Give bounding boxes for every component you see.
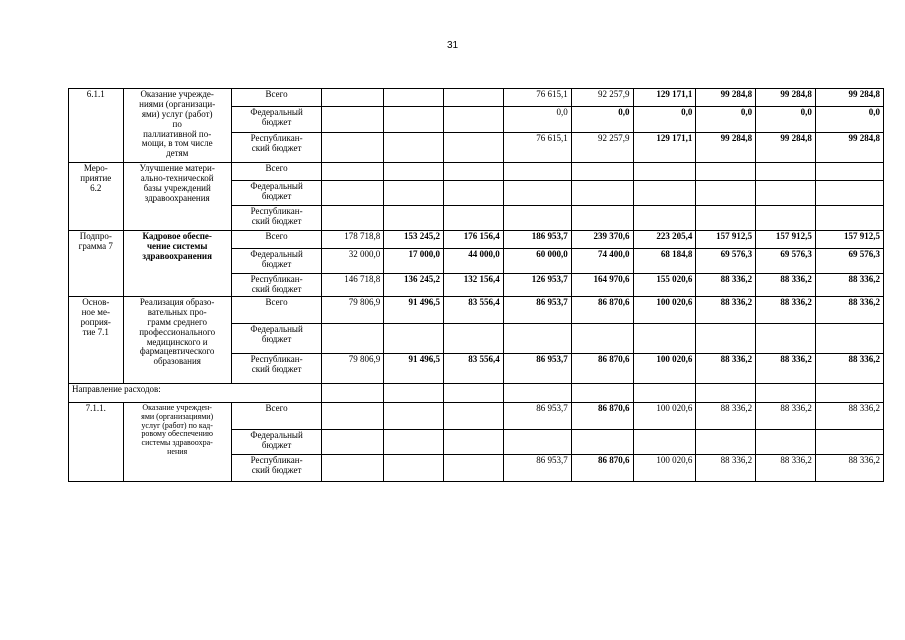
value-cell: 223 205,4 xyxy=(633,231,696,249)
funding-source-line: Всего xyxy=(265,297,288,307)
empty-cell xyxy=(384,384,444,403)
value-cell: 100 020,6 xyxy=(633,403,696,430)
value-cell xyxy=(443,133,503,163)
value-cell: 164 970,6 xyxy=(571,274,633,297)
funding-source-line: Всего xyxy=(265,163,288,173)
value-cell: 0,0 xyxy=(815,107,883,133)
table-row xyxy=(69,89,884,107)
empty-cell xyxy=(633,384,696,403)
funding-source-line: Всего xyxy=(265,231,288,241)
value-cell: 239 370,6 xyxy=(571,231,633,249)
value-cell: 178 718,8 xyxy=(322,231,384,249)
item-name-line: грамм среднего xyxy=(147,316,207,327)
value-cell: 79 806,9 xyxy=(322,297,384,324)
value-cell: 0,0 xyxy=(633,107,696,133)
funding-source-line: бюджет xyxy=(261,333,292,344)
table-row xyxy=(69,163,884,181)
value-cell xyxy=(322,430,384,455)
direction-label: Направление расходов: xyxy=(69,384,322,403)
item-name-line: ниями (организаци- xyxy=(139,98,216,109)
value-cell xyxy=(384,163,444,181)
value-cell xyxy=(503,181,571,206)
funding-source-line: Всего xyxy=(265,403,288,413)
value-cell: 83 556,4 xyxy=(443,354,503,384)
value-cell: 76 615,1 xyxy=(503,133,571,163)
value-cell xyxy=(696,206,756,231)
value-cell: 99 284,8 xyxy=(696,89,756,107)
value-cell xyxy=(322,163,384,181)
value-cell: 92 257,9 xyxy=(571,89,633,107)
item-name-line: Кадровое обеспе- xyxy=(142,231,212,241)
value-cell: 91 496,5 xyxy=(384,354,444,384)
value-cell: 99 284,8 xyxy=(696,133,756,163)
value-cell: 0,0 xyxy=(696,107,756,133)
item-name xyxy=(123,89,231,163)
item-code-line: 6.2 xyxy=(90,182,102,193)
value-cell: 0,0 xyxy=(503,107,571,133)
value-cell: 86 953,7 xyxy=(503,455,571,482)
value-cell xyxy=(322,403,384,430)
funding-source xyxy=(231,231,322,249)
item-code xyxy=(69,297,124,384)
value-cell: 86 953,7 xyxy=(503,403,571,430)
value-cell: 88 336,2 xyxy=(815,455,883,482)
value-cell: 86 870,6 xyxy=(571,297,633,324)
value-cell: 88 336,2 xyxy=(815,403,883,430)
empty-cell xyxy=(815,384,883,403)
value-cell xyxy=(633,181,696,206)
direction-row xyxy=(69,384,884,403)
value-cell: 0,0 xyxy=(571,107,633,133)
value-cell xyxy=(815,324,883,354)
value-cell: 100 020,6 xyxy=(633,297,696,324)
value-cell: 60 000,0 xyxy=(503,249,571,274)
value-cell: 69 576,3 xyxy=(815,249,883,274)
value-cell: 69 576,3 xyxy=(756,249,816,274)
item-code-line: Меро- xyxy=(83,163,108,173)
item-name xyxy=(123,403,231,482)
funding-source xyxy=(231,249,322,274)
value-cell xyxy=(384,430,444,455)
value-cell xyxy=(443,455,503,482)
value-cell: 88 336,2 xyxy=(756,274,816,297)
item-code-line: Подпро- xyxy=(79,231,112,241)
value-cell: 88 336,2 xyxy=(696,274,756,297)
funding-source-line: бюджет xyxy=(261,258,292,269)
value-cell xyxy=(571,430,633,455)
funding-source-line: Федеральный xyxy=(250,181,303,191)
value-cell xyxy=(503,430,571,455)
item-code-line: Основ- xyxy=(82,297,110,307)
funding-source-line: бюджет xyxy=(261,116,292,127)
value-cell: 86 953,7 xyxy=(503,354,571,384)
value-cell xyxy=(384,455,444,482)
value-cell xyxy=(815,163,883,181)
item-name-line: здравоохранения xyxy=(144,192,210,203)
funding-source-line: ский бюджет xyxy=(251,464,302,475)
empty-cell xyxy=(696,384,756,403)
value-cell: 91 496,5 xyxy=(384,297,444,324)
value-cell xyxy=(756,324,816,354)
item-name-line: Реализация образо- xyxy=(139,297,215,307)
value-cell: 0,0 xyxy=(756,107,816,133)
value-cell: 88 336,2 xyxy=(815,297,883,324)
value-cell: 99 284,8 xyxy=(756,133,816,163)
value-cell xyxy=(384,324,444,354)
empty-cell xyxy=(503,384,571,403)
value-cell xyxy=(633,324,696,354)
item-name-line: Улучшение матери- xyxy=(139,163,215,173)
value-cell xyxy=(443,181,503,206)
funding-source xyxy=(231,206,322,231)
item-name-line: системы здравоохра- xyxy=(141,438,213,448)
funding-source xyxy=(231,297,322,324)
value-cell xyxy=(322,181,384,206)
funding-source-line: Республикан- xyxy=(250,133,303,143)
value-cell: 44 000,0 xyxy=(443,249,503,274)
item-name-line: паллиативной по- xyxy=(143,128,212,139)
value-cell xyxy=(384,206,444,231)
funding-source xyxy=(231,354,322,384)
empty-cell xyxy=(571,384,633,403)
item-name-line: вательных про- xyxy=(147,306,207,317)
value-cell xyxy=(384,181,444,206)
value-cell xyxy=(322,206,384,231)
value-cell xyxy=(443,324,503,354)
value-cell xyxy=(756,181,816,206)
item-name-line: мощи, в том числе xyxy=(141,138,213,149)
value-cell: 79 806,9 xyxy=(322,354,384,384)
funding-source xyxy=(231,181,322,206)
funding-source-line: Федеральный xyxy=(250,249,303,259)
item-code-line: роприя- xyxy=(80,316,111,327)
value-cell: 100 020,6 xyxy=(633,354,696,384)
value-cell xyxy=(443,107,503,133)
funding-source xyxy=(231,133,322,163)
item-name xyxy=(123,163,231,231)
value-cell xyxy=(633,163,696,181)
value-cell xyxy=(322,107,384,133)
value-cell xyxy=(503,206,571,231)
funding-source-line: Федеральный xyxy=(250,430,303,440)
value-cell: 126 953,7 xyxy=(503,274,571,297)
empty-cell xyxy=(322,384,384,403)
item-name-line: ями) услуг (работ) xyxy=(141,108,213,119)
value-cell: 83 556,4 xyxy=(443,297,503,324)
item-name-line: нения xyxy=(167,446,188,456)
value-cell: 157 912,5 xyxy=(756,231,816,249)
funding-source-line: ский бюджет xyxy=(251,283,302,294)
value-cell xyxy=(322,455,384,482)
value-cell xyxy=(756,163,816,181)
funding-source xyxy=(231,403,322,430)
item-code xyxy=(69,231,124,297)
value-cell: 88 336,2 xyxy=(696,455,756,482)
item-name-line: медицинского и xyxy=(146,336,208,347)
value-cell: 129 171,1 xyxy=(633,133,696,163)
item-code xyxy=(69,163,124,231)
value-cell xyxy=(815,206,883,231)
value-cell: 86 870,6 xyxy=(571,403,633,430)
item-name-line: профессионального xyxy=(139,326,216,337)
value-cell: 153 245,2 xyxy=(384,231,444,249)
value-cell: 76 615,1 xyxy=(503,89,571,107)
item-code-line: ное ме- xyxy=(81,306,110,317)
value-cell: 32 000,0 xyxy=(322,249,384,274)
value-cell: 68 184,8 xyxy=(633,249,696,274)
item-code-line: тие 7.1 xyxy=(82,326,109,337)
value-cell xyxy=(443,430,503,455)
value-cell xyxy=(696,430,756,455)
value-cell xyxy=(696,181,756,206)
value-cell: 88 336,2 xyxy=(815,274,883,297)
value-cell xyxy=(443,163,503,181)
value-cell: 100 020,6 xyxy=(633,455,696,482)
value-cell: 88 336,2 xyxy=(756,354,816,384)
funding-source-line: ский бюджет xyxy=(251,363,302,374)
item-name-line: образования xyxy=(153,356,201,367)
value-cell xyxy=(696,163,756,181)
value-cell: 69 576,3 xyxy=(696,249,756,274)
value-cell xyxy=(633,430,696,455)
value-cell xyxy=(633,206,696,231)
funding-source xyxy=(231,89,322,107)
value-cell xyxy=(756,206,816,231)
value-cell xyxy=(571,324,633,354)
value-cell: 88 336,2 xyxy=(696,403,756,430)
value-cell xyxy=(443,89,503,107)
item-name-line: Оказание учрежде- xyxy=(140,89,214,99)
value-cell: 157 912,5 xyxy=(696,231,756,249)
item-code: 7.1.1. xyxy=(69,403,124,482)
funding-source xyxy=(231,324,322,354)
empty-cell xyxy=(443,384,503,403)
value-cell xyxy=(384,403,444,430)
item-name-line: услуг (работ) по кад- xyxy=(141,420,213,430)
value-cell: 129 171,1 xyxy=(633,89,696,107)
item-name-line: базы учреждений xyxy=(143,182,211,193)
value-cell xyxy=(384,89,444,107)
value-cell: 99 284,8 xyxy=(815,89,883,107)
value-cell xyxy=(696,324,756,354)
value-cell: 92 257,9 xyxy=(571,133,633,163)
value-cell: 17 000,0 xyxy=(384,249,444,274)
funding-source-line: ский бюджет xyxy=(251,215,302,226)
value-cell: 186 953,7 xyxy=(503,231,571,249)
value-cell: 99 284,8 xyxy=(815,133,883,163)
funding-source-line: Республикан- xyxy=(250,274,303,284)
item-name-line: детям xyxy=(166,148,189,159)
value-cell: 88 336,2 xyxy=(696,297,756,324)
item-code-line: грамма 7 xyxy=(78,240,113,251)
item-name-line: фармацевтического xyxy=(139,346,215,357)
item-name-line: по xyxy=(172,118,182,129)
funding-source xyxy=(231,455,322,482)
value-cell: 86 870,6 xyxy=(571,455,633,482)
value-cell xyxy=(384,133,444,163)
value-cell: 88 336,2 xyxy=(696,354,756,384)
value-cell: 132 156,4 xyxy=(443,274,503,297)
value-cell: 86 870,6 xyxy=(571,354,633,384)
value-cell: 88 336,2 xyxy=(815,354,883,384)
item-name-line: чение системы xyxy=(146,240,208,251)
value-cell: 74 400,0 xyxy=(571,249,633,274)
table-row xyxy=(69,231,884,249)
funding-source-line: Республикан- xyxy=(250,354,303,364)
value-cell: 86 953,7 xyxy=(503,297,571,324)
funding-source-line: Республикан- xyxy=(250,455,303,465)
value-cell: 157 912,5 xyxy=(815,231,883,249)
item-name-line: ями (организациями) xyxy=(141,411,214,421)
item-name-line: ально-технической xyxy=(140,172,214,183)
value-cell xyxy=(322,89,384,107)
value-cell xyxy=(503,163,571,181)
value-cell: 146 718,8 xyxy=(322,274,384,297)
table-row xyxy=(69,403,884,430)
value-cell: 155 020,6 xyxy=(633,274,696,297)
value-cell xyxy=(503,324,571,354)
value-cell xyxy=(815,181,883,206)
value-cell xyxy=(571,181,633,206)
item-code: 6.1.1 xyxy=(69,89,124,163)
funding-source xyxy=(231,107,322,133)
item-name-line: здравоохранения xyxy=(142,250,212,261)
value-cell: 88 336,2 xyxy=(756,455,816,482)
funding-source-line: бюджет xyxy=(261,190,292,201)
item-name xyxy=(123,297,231,384)
value-cell xyxy=(571,206,633,231)
funding-source-line: ский бюджет xyxy=(251,142,302,153)
value-cell xyxy=(322,324,384,354)
funding-source-line: бюджет xyxy=(261,439,292,450)
empty-cell xyxy=(756,384,816,403)
funding-source-line: Федеральный xyxy=(250,107,303,117)
value-cell: 88 336,2 xyxy=(756,297,816,324)
value-cell: 176 156,4 xyxy=(443,231,503,249)
funding-source xyxy=(231,163,322,181)
item-name-line: Оказание учрежден- xyxy=(142,403,212,412)
value-cell xyxy=(322,133,384,163)
table-row xyxy=(69,297,884,324)
value-cell xyxy=(384,107,444,133)
value-cell: 88 336,2 xyxy=(756,403,816,430)
funding-source-line: Республикан- xyxy=(250,206,303,216)
value-cell xyxy=(756,430,816,455)
page-number: 31 xyxy=(446,40,459,51)
value-cell: 99 284,8 xyxy=(756,89,816,107)
value-cell xyxy=(815,430,883,455)
item-name xyxy=(123,231,231,297)
funding-source-line: Федеральный xyxy=(250,324,303,334)
budget-table xyxy=(68,88,884,482)
funding-source xyxy=(231,430,322,455)
value-cell xyxy=(443,206,503,231)
funding-source xyxy=(231,274,322,297)
item-name-line: ровому обеспечению xyxy=(141,429,213,439)
funding-source-line: Всего xyxy=(265,89,288,99)
value-cell xyxy=(571,163,633,181)
value-cell: 136 245,2 xyxy=(384,274,444,297)
item-code-line: приятие xyxy=(80,172,112,183)
value-cell xyxy=(443,403,503,430)
